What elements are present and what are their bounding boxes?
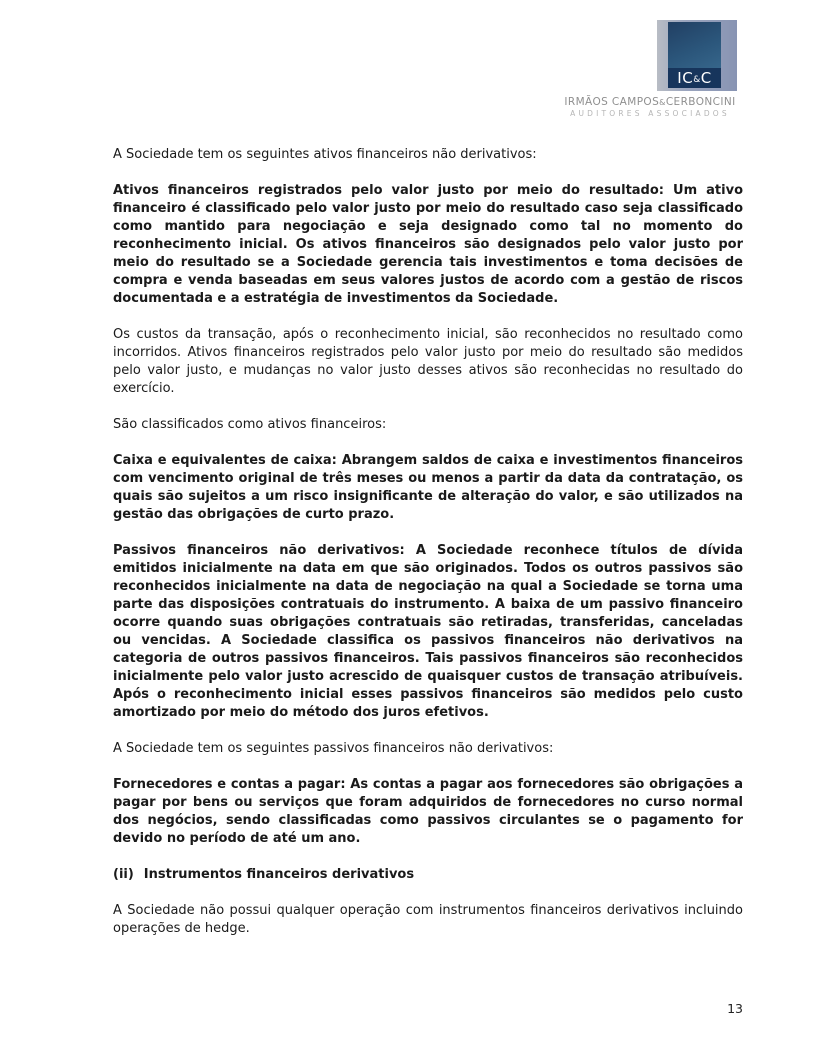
paragraph	[113, 452, 743, 524]
company-name	[557, 96, 743, 108]
paragraph	[113, 776, 743, 848]
heading-prefix: (ii)	[113, 867, 134, 882]
logo-mark	[557, 14, 743, 94]
company-name-part1: IRMÃOS CAMPOS	[564, 96, 660, 108]
logo-initials-ic: IC	[677, 69, 694, 87]
logo-initials-c: C	[700, 69, 712, 87]
company-logo	[557, 14, 743, 118]
paragraph: A Sociedade tem os seguintes passivos financeiros não derivativos:	[113, 741, 554, 756]
paragraph-text: Abrangem saldos de caixa e investimentos financeiros com vencimento original de três meses ou menos a partir da data da contratação, os quais são sujeitos a um risco insignificante de alteração do valor, e são utilizados na gestão das obrigações de curto prazo.	[113, 453, 744, 522]
company-subtitle: AUDITORES ASSOCIADOS	[570, 109, 730, 118]
logo-initials	[668, 68, 721, 88]
paragraph-lead: Fornecedores e contas a pagar:	[113, 777, 346, 792]
paragraph-lead: Caixa e equivalentes de caixa:	[113, 453, 337, 468]
section-heading	[113, 866, 743, 884]
company-name-ampersand: &	[659, 98, 666, 107]
page-number: 13	[727, 1001, 743, 1016]
paragraph: Os custos da transação, após o reconhecimento inicial, são reconhecidos no resultado como incorridos. Ativos financeiros registrados pelo valor justo por meio do resultado são medidos pelo valor justo, e mudanças no valor justo desses ativos são reconhecidas no resultado do exercício.	[113, 327, 743, 396]
paragraph-lead: Passivos financeiros não derivativos:	[113, 543, 405, 558]
paragraph: A Sociedade não possui qualquer operação com instrumentos financeiros derivativos incluindo operações de hedge.	[113, 903, 743, 936]
company-name-part2: CERBONCINI	[665, 96, 736, 108]
paragraph	[113, 542, 743, 722]
paragraph-text: Um ativo financeiro é classificado pelo valor justo por meio do resultado caso seja classificado como mantido para negociação e seja designado como tal no momento do reconhecimento inicial. Os ativos financeiros são designados pelo valor justo por meio do resultado se a Sociedade gerencia tais investimentos e toma decisões de compra e venda baseadas em seus valores justos de acordo com a gestão de riscos documentada e a estratégia de investimentos da Sociedade.	[113, 183, 743, 306]
paragraph-text: As contas a pagar aos fornecedores são obrigações a pagar por bens ou serviços que foram adquiridos de fornecedores no curso normal dos negócios, sendo classificadas como passivos circulantes se o pagamento for devido no período de até um ano.	[113, 777, 743, 846]
paragraph	[113, 182, 743, 308]
paragraph-lead: Ativos financeiros registrados pelo valor justo por meio do resultado:	[113, 183, 664, 198]
logo-initials-ampersand: &	[693, 75, 701, 85]
paragraph: São classificados como ativos financeiros:	[113, 417, 387, 432]
paragraph-text: A Sociedade reconhece títulos de dívida emitidos inicialmente na data em que são originados. Todos os outros passivos são reconhecidos inicialmente na data de negociação na qual a Sociedade se torna uma parte das disposições contratuais do instrumento. A baixa de um passivo financeiro ocorre quando suas obrigações contratuais são retiradas, transferidas, canceladas ou vencidas. A Sociedade classifica os passivos financeiros não derivativos na categoria de outros passivos financeiros. Tais passivos financeiros são reconhecidos inicialmente pelo valor justo acrescido de quaisquer custos de transação atribuíveis. Após o reconhecimento inicial esses passivos financeiros são medidos pelo custo amortizado por meio do método dos juros efetivos.	[113, 543, 743, 720]
heading-text: Instrumentos financeiros derivativos	[143, 867, 415, 882]
document-body	[113, 146, 743, 956]
paragraph: A Sociedade tem os seguintes ativos financeiros não derivativos:	[113, 147, 537, 162]
logo-front-rectangle	[668, 22, 721, 88]
